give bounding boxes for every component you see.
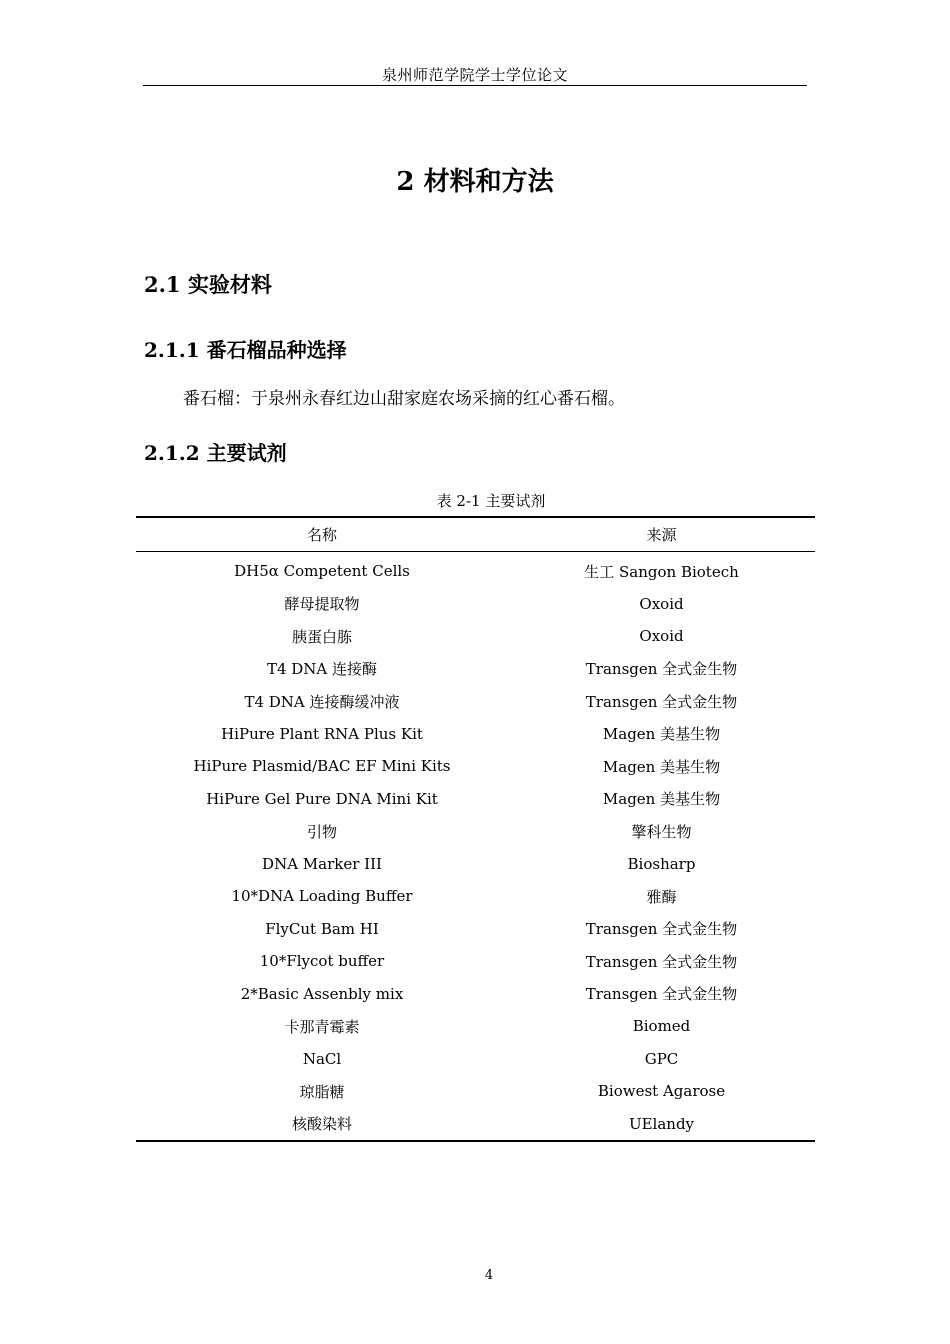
reagent-source-cell: Magen 美基生物 bbox=[602, 790, 721, 809]
reagent-source-cell: Transgen 全式金生物 bbox=[585, 692, 738, 711]
table-row bbox=[136, 913, 815, 946]
body-paragraph: 番石榴：于泉州永春红边山甜家庭农场采摘的红心番石榴。 bbox=[183, 389, 625, 409]
table-row bbox=[136, 588, 815, 621]
reagent-source-cell: 擎科生物 bbox=[631, 822, 692, 841]
reagent-name-cell: FlyCut Bam HI bbox=[265, 919, 379, 938]
reagents-table bbox=[136, 516, 815, 1142]
reagent-name-cell: HiPure Plant RNA Plus Kit bbox=[221, 724, 423, 743]
running-header: 泉州师范学院学士学位论文 bbox=[381, 66, 568, 84]
table-row bbox=[136, 815, 815, 848]
reagent-name-cell: HiPure Plasmid/BAC EF Mini Kits bbox=[193, 757, 451, 776]
column-header-source: 来源 bbox=[646, 526, 677, 544]
table-row bbox=[136, 620, 815, 653]
reagent-source-cell: GPC bbox=[644, 1049, 679, 1068]
table-row bbox=[136, 945, 815, 978]
table-row bbox=[136, 1075, 815, 1108]
table-caption: 表 2-1 主要试剂 bbox=[436, 492, 546, 510]
page-number: 4 bbox=[484, 1268, 494, 1283]
table-body bbox=[136, 552, 815, 1142]
reagent-source-cell: Transgen 全式金生物 bbox=[585, 952, 738, 971]
section-heading-2-1-1: 2.1.1 番石榴品种选择 bbox=[144, 338, 347, 362]
table-row bbox=[136, 552, 815, 588]
reagent-source-cell: Biowest Agarose bbox=[597, 1082, 726, 1101]
reagent-name-cell: 酵母提取物 bbox=[284, 595, 360, 614]
reagent-name-cell: 2*Basic Assenbly mix bbox=[240, 984, 404, 1003]
table-row bbox=[136, 1108, 815, 1142]
reagent-name-cell: T4 DNA 连接酶缓冲液 bbox=[244, 692, 400, 711]
table-row bbox=[136, 783, 815, 816]
reagent-source-cell: UElandy bbox=[628, 1114, 695, 1133]
table-row bbox=[136, 653, 815, 686]
reagent-source-cell: 生工 Sangon Biotech bbox=[584, 562, 739, 581]
reagent-source-cell: Transgen 全式金生物 bbox=[585, 920, 738, 939]
table-row bbox=[136, 718, 815, 751]
reagent-name-cell: 10*DNA Loading Buffer bbox=[231, 887, 413, 906]
section-heading-2-1: 2.1 实验材料 bbox=[144, 272, 272, 297]
table-row bbox=[136, 848, 815, 881]
table-row bbox=[136, 978, 815, 1011]
reagent-name-cell: 引物 bbox=[306, 822, 337, 841]
reagent-name-cell: T4 DNA 连接酶 bbox=[266, 660, 378, 679]
reagent-name-cell: HiPure Gel Pure DNA Mini Kit bbox=[206, 789, 438, 808]
reagent-name-cell: 核酸染料 bbox=[291, 1115, 352, 1134]
reagent-source-cell: Oxoid bbox=[639, 627, 684, 646]
reagent-name-cell: 10*Flycot buffer bbox=[259, 952, 385, 971]
table-header-row bbox=[136, 517, 815, 552]
chapter-title: 2 材料和方法 bbox=[396, 167, 554, 197]
reagent-source-cell: Transgen 全式金生物 bbox=[585, 985, 738, 1004]
reagents-table-container bbox=[136, 516, 815, 1142]
reagent-source-cell: Magen 美基生物 bbox=[602, 725, 721, 744]
reagent-source-cell: Biosharp bbox=[627, 854, 696, 873]
header-rule bbox=[143, 85, 807, 86]
table-row bbox=[136, 750, 815, 783]
reagent-source-cell: Oxoid bbox=[639, 594, 684, 613]
reagent-name-cell: DNA Marker III bbox=[262, 854, 382, 873]
reagent-name-cell: DH5α Competent Cells bbox=[234, 562, 410, 581]
reagent-source-cell: Biomed bbox=[632, 1017, 691, 1036]
table-row bbox=[136, 685, 815, 718]
column-header-name: 名称 bbox=[306, 526, 337, 544]
reagent-name-cell: 卡那青霉素 bbox=[284, 1017, 360, 1036]
reagent-name-cell: 琼脂糖 bbox=[299, 1082, 345, 1101]
reagent-name-cell: NaCl bbox=[302, 1049, 342, 1068]
reagent-source-cell: Magen 美基生物 bbox=[602, 757, 721, 776]
table-row bbox=[136, 880, 815, 913]
reagent-source-cell: Transgen 全式金生物 bbox=[585, 660, 738, 679]
reagent-name-cell: 胰蛋白胨 bbox=[291, 627, 352, 646]
table-row bbox=[136, 1043, 815, 1076]
reagent-source-cell: 雅酶 bbox=[646, 887, 677, 906]
table-row bbox=[136, 1010, 815, 1043]
section-heading-2-1-2: 2.1.2 主要试剂 bbox=[144, 441, 287, 465]
